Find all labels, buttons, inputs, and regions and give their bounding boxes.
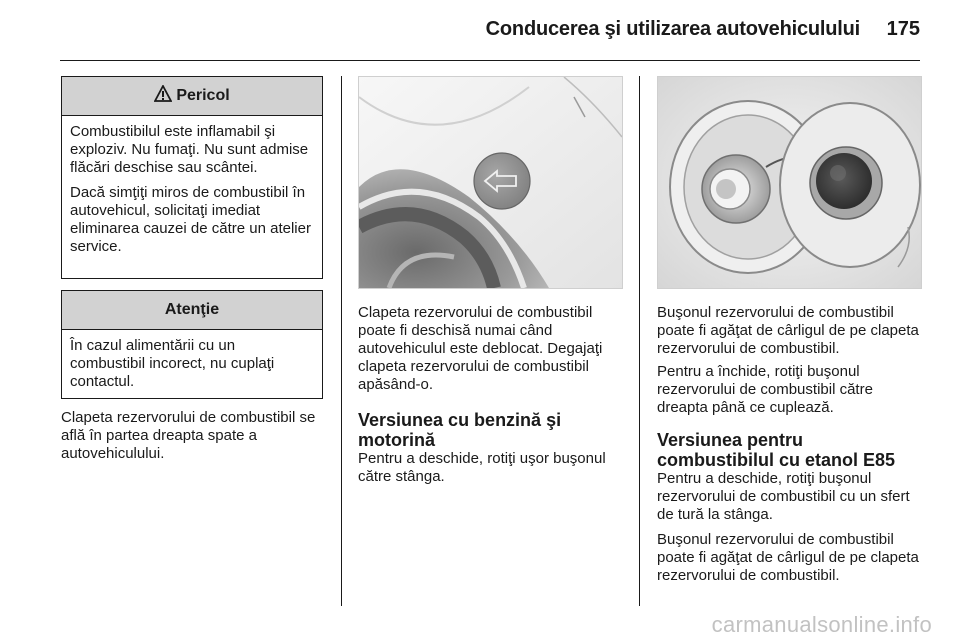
watermark: carmanualsonline.info — [711, 612, 932, 637]
caution-paragraph: În cazul alimentării cu un combustibil incorect, nu cuplaţi contactul. — [70, 337, 275, 390]
e85-cap-hook-text: Buşonul rezervorului de combustibil poate fi agăţat de cârligul de pe clapeta rezervorului de combustibil. — [657, 531, 919, 584]
e85-section — [657, 430, 922, 585]
cap-hook-text: Buşonul rezervorului de combustibil poate fi agăţat de cârligul de pe clapeta rezervorului de combustibil. — [657, 304, 919, 357]
fuel-cap-illustration — [657, 76, 922, 289]
danger-box-header — [62, 77, 322, 116]
caution-box-header — [62, 291, 322, 330]
section-heading-petrol-diesel: Versiunea cu benzină şi motorină — [358, 410, 562, 450]
cap-close-text: Pentru a închide, rotiţi buşonul rezervorului de combustibil către dreapta până ce cuplează. — [657, 363, 873, 416]
petrol-diesel-open-text: Pentru a deschide, rotiţi uşor buşonul către stânga. — [358, 450, 606, 485]
e85-open-text: Pentru a deschide, rotiţi buşonul rezervorului de combustibil cu un sfert de tură la stânga. — [657, 470, 910, 523]
fuel-flap-illustration — [358, 76, 623, 289]
warning-triangle-icon — [154, 79, 172, 117]
column-divider-2 — [639, 76, 640, 606]
page-header-title: Conducerea şi utilizarea autovehiculului — [485, 18, 860, 40]
fuel-flap-open-text: Clapeta rezervorului de combustibil poate fi deschisă numai când autovehiculul este deblocat. Degajaţi clapeta rezervorului de combustibil apăsând-o. — [358, 304, 603, 393]
page-number: 175 — [886, 18, 920, 40]
caution-box-title: Atenţie — [164, 301, 220, 318]
danger-paragraph-1: Combustibilul este inflamabil şi exploziv. Nu fumaţi. Nu sunt admise flăcări deschise sau scântei. — [70, 123, 309, 176]
danger-paragraph-2: Dacă simţiţi miros de combustibil în autovehicul, solicitaţi imediat eliminarea cauzei de către un atelier service. — [70, 184, 311, 255]
fuel-flap-location-text: Clapeta rezervorului de combustibil se află în partea dreapta spate a autovehiculului. — [61, 409, 316, 462]
danger-box — [61, 76, 323, 279]
column-divider-1 — [341, 76, 342, 606]
section-heading-e85: Versiunea pentru combustibilul cu etanol E85 — [657, 430, 896, 470]
petrol-diesel-section — [358, 410, 628, 486]
danger-box-title: Pericol — [176, 87, 230, 104]
caution-box — [61, 290, 323, 399]
header-divider — [60, 60, 920, 61]
